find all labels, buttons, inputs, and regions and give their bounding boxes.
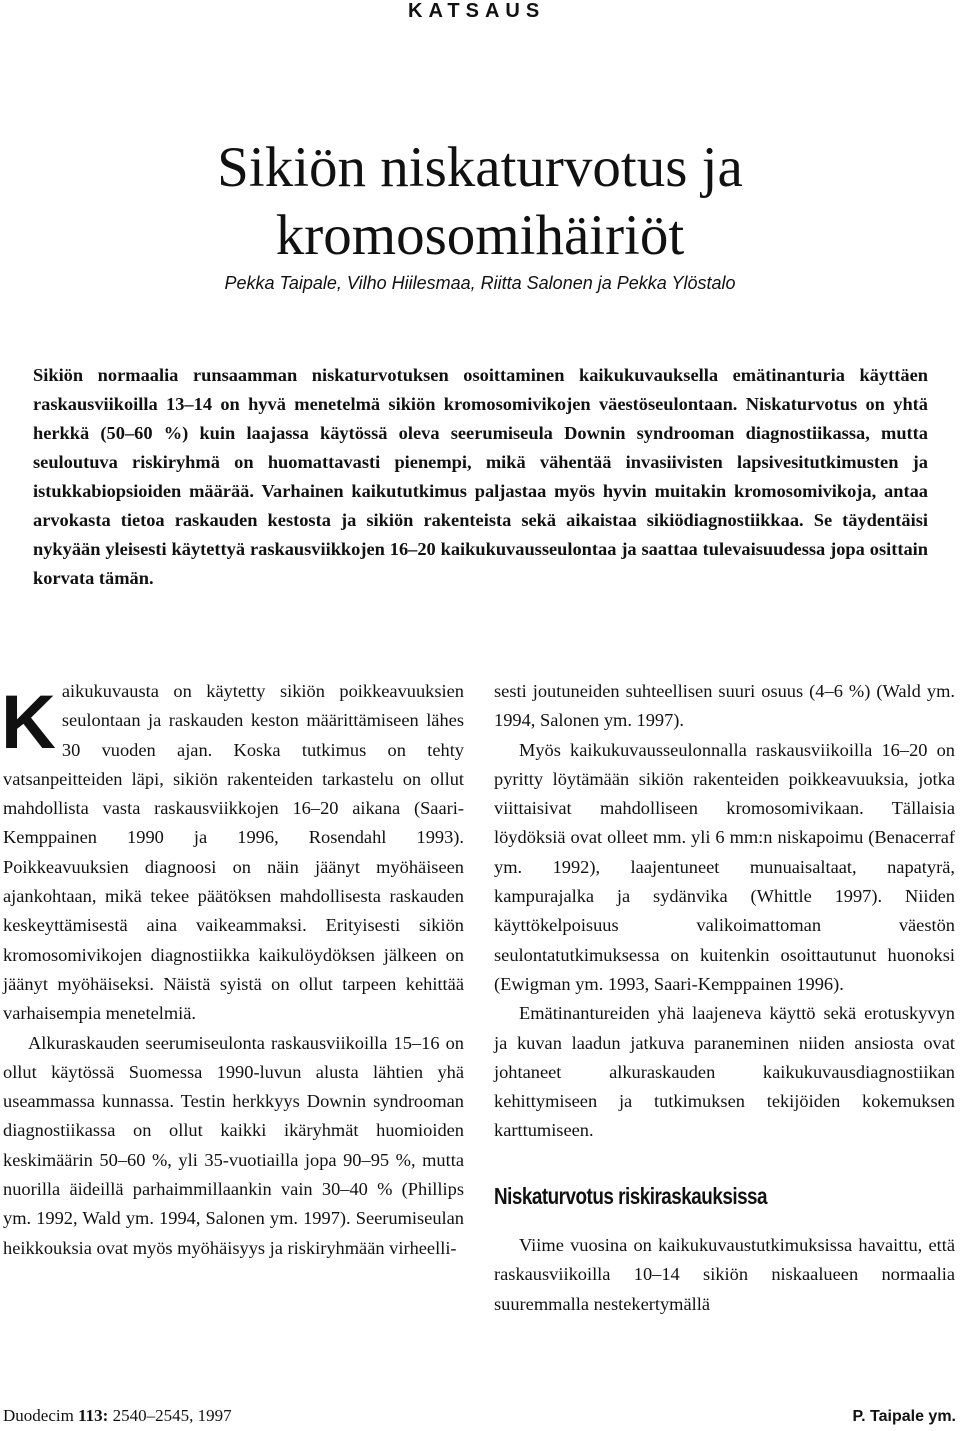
body-paragraph (3, 677, 464, 1029)
drop-cap: K (1, 680, 56, 765)
section-label: KATSAUS (408, 0, 546, 22)
body-paragraph: Alkuraskauden seerumiseulonta raskausviikoilla 15–16 on ollut käytössä Suomessa 1990-luvun alusta lähtien yhä useammassa kunnassa. Testin herkkyys Downin syndrooman diagnostiikassa on ollut kaikki ikäryhmät huomioiden keskimäärin 50–60 %, yli 35-vuotiailla jopa 90–95 %, mutta nuorilla äideillä parhaimmillaankin vain 30–40 % (Phillips ym. 1992, Wald ym. 1994, Salonen ym. 1997). Seerumiseulan heikkouksia ovat myös myöhäisyys ja riskiryhmään virheelli- (3, 1032, 464, 1258)
body-paragraph: Myös kaikukuvausseulonnalla raskausviikoilla 16–20 on pyritty löytämään sikiön rakenteiden poikkeavuuksia, jotka viittaisivat mahdolliseen kromosomivikaan. Tällaisia löydöksiä ovat olleet mm. yli 6 mm:n niskapoimu (Benacerraf ym. 1992), laajentuneet munuaisaltaat, napatyrä, kampurajalka ja sydänvika (Whittle 1997). Niiden käyttökelpoisuus valikoimattoman väestön seulontatutkimuksessa on kuitenkin osoittautunut huonoksi (Ewigman ym. 1993, Saari-Kemppainen 1996). (494, 739, 955, 994)
body-paragraph: Emätinantureiden yhä laajeneva käyttö sekä erotuskyvyn ja kuvan laadun jatkuva paraneminen niiden ansiosta ovat johtaneet alkuraskauden kaikukuvausdiagnostiikan kehittymiseen ja tutkimuksen tekijöiden kokemuksen karttumiseen. (494, 1003, 955, 1141)
author-list: Pekka Taipale, Vilho Hiilesmaa, Riitta Salonen ja Pekka Ylöstalo (224, 273, 736, 293)
body-paragraph: Viime vuosina on kaikukuvaustutkimuksissa havaittu, että raskausviikoilla 10–14 sikiön niskaalueen normaalia suuremmalla nestekertymällä (494, 1235, 955, 1314)
title-line-1: Sikiön niskaturvotus ja (217, 136, 743, 199)
journal-volume: 113: (78, 1406, 109, 1425)
section-heading: Niskaturvotus riskiraskauksissa (494, 1182, 768, 1209)
article-title (0, 134, 960, 270)
journal-citation (3, 1406, 232, 1426)
paragraph-text: aikukuvausta on käytetty sikiön poikkeavuuksien seulontaan ja raskauden keston määrittämiseen lähes 30 vuoden ajan. Koska tutkimus on tehty vatsanpeitteiden läpi, sikiön rakenteiden tarkastelu on ollut mahdollista vasta raskausviikkojen 16–20 aikana (Saari-Kemppainen 1990 ja 1996, Rosendahl 1993). Poikkeavuuksien diagnoosi on näin jäänyt myöhäiseen ajankohtaan, mikä tekee päätöksen mahdollisesta raskauden keskeyttämisestä aina vaikeammaksi. Erityisesti sikiön kromosomivikojen diagnostiikka kaikulöydöksen jälkeen on jäänyt myöhäiseksi. Näistä syistä on ollut tarpeen kehittää varhaisempia menetelmiä. (3, 681, 464, 1024)
body-column-right (494, 677, 955, 1319)
title-line-2: kromosomihäiriöt (275, 204, 685, 267)
journal-name: Duodecim (3, 1406, 74, 1425)
running-author: P. Taipale ym. (852, 1408, 956, 1425)
journal-pages: 2540–2545, 1997 (112, 1406, 232, 1425)
body-column-left (3, 677, 464, 1263)
body-paragraph: sesti joutuneiden suhteellisen suuri osuus (4–6 %) (Wald ym. 1994, Salonen ym. 1997). (494, 681, 955, 731)
abstract: Sikiön normaalia runsaamman niskaturvotuksen osoittaminen kaikukuvauksella emätinanturia käyttäen raskausviikoilla 13–14 on hyvä menetelmä sikiön kromosomivikojen väestöseulontaan. Niskaturvotus on yhtä herkkä (50–60 %) kuin laajassa käytössä oleva seerumiseula Downin syndrooman diagnostiikassa, mutta seuloutuva riskiryhmä on huomattavasti pienempi, mikä vähentää invasiivisten lapsivesitutkimusten ja istukkabiopsioiden määrää. Varhainen kaikututkimus paljastaa myös hyvin muitakin kromosomivikoja, antaa arvokasta tietoa raskauden kestosta ja sikiön rakenteista sekä aikaistaa sikiödiagnostiikkaa. Se täydentäisi nykyään yleisesti käytettyä raskausviikkojen 16–20 kaikukuvausseulontaa ja saattaa tulevaisuudessa jopa osittain korvata tämän. (33, 365, 928, 588)
